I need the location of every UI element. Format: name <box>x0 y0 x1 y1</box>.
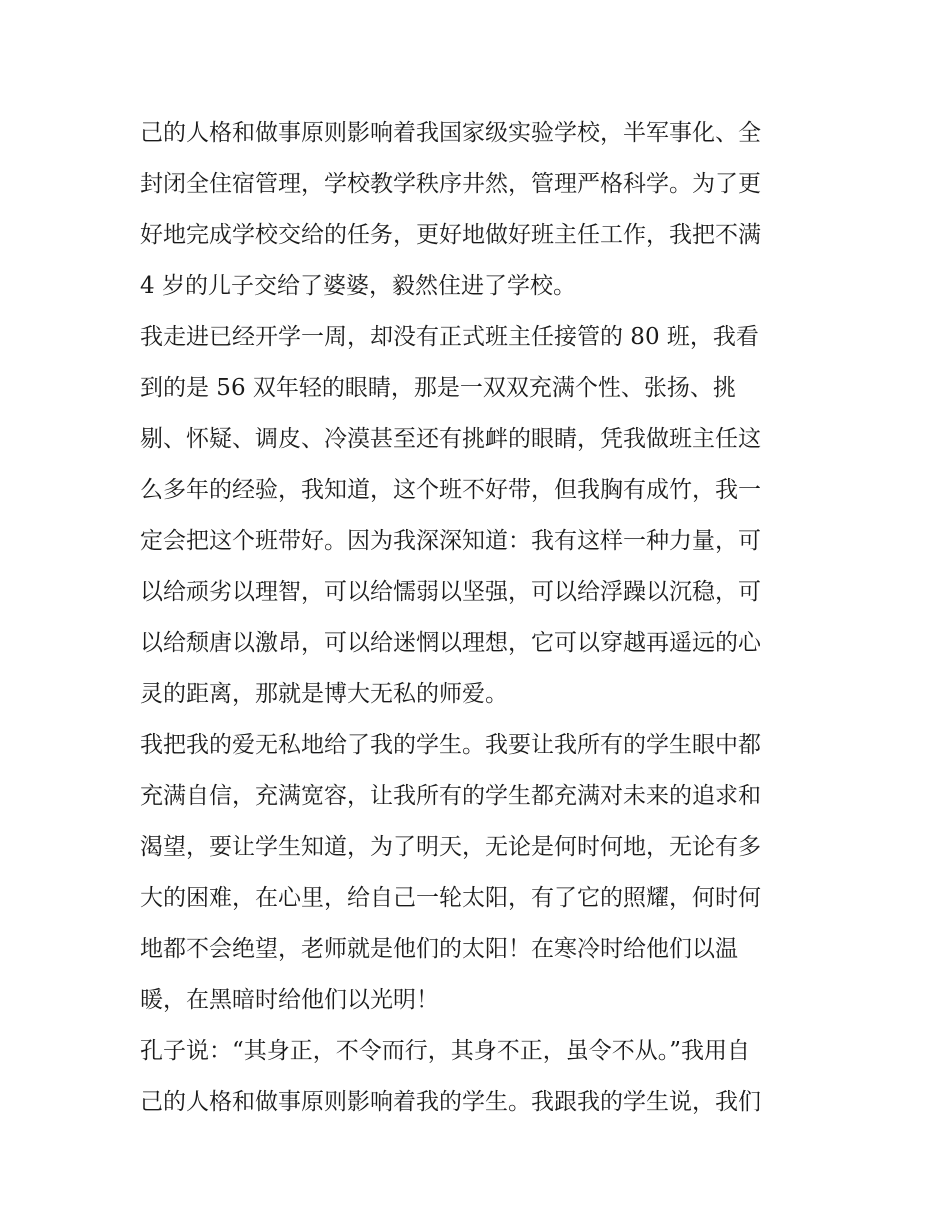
text-line: 暖，在黑暗时给他们以光明！ <box>140 987 439 1013</box>
text-line: 充满自信，充满宽容，让我所有的学生都充满对未来的追求和 <box>140 783 761 809</box>
text-line: 灵的距离，那就是博大无私的师爱。 <box>140 681 508 707</box>
text-line: 孔子说：“其身正，不令而行，其身不正，虽令不从。”我用自 <box>140 1038 751 1064</box>
text-line: 渴望，要让学生知道，为了明天，无论是何时何地，无论有多 <box>140 834 761 860</box>
text-line: 以给顽劣以理智，可以给懦弱以坚强，可以给浮躁以沉稳，可 <box>140 579 761 605</box>
text-line: 地都不会绝望，老师就是他们的太阳！在寒冷时给他们以温 <box>140 936 738 962</box>
text-line: 我走进已经开学一周，却没有正式班主任接管的 80 班，我看 <box>140 324 759 350</box>
body-text <box>140 108 820 1128</box>
text-line: 封闭全住宿管理，学校教学秩序井然，管理严格科学。为了更 <box>140 171 761 197</box>
text-line: 到的是 56 双年轻的眼睛，那是一双双充满个性、张扬、挑 <box>140 375 736 401</box>
text-line: 以给颓唐以激昂，可以给迷惘以理想，它可以穿越再遥远的心 <box>140 630 761 656</box>
text-line: 大的困难，在心里，给自己一轮太阳，有了它的照耀，何时何 <box>140 885 761 911</box>
text-line: 己的人格和做事原则影响着我国家级实验学校，半军事化、全 <box>140 120 761 146</box>
text-line: 我把我的爱无私地给了我的学生。我要让我所有的学生眼中都 <box>140 732 761 758</box>
text-line: 么多年的经验，我知道，这个班不好带，但我胸有成竹，我一 <box>140 477 761 503</box>
text-line: 己的人格和做事原则影响着我的学生。我跟我的学生说，我们 <box>140 1089 761 1115</box>
text-line: 剔、怀疑、调皮、冷漠甚至还有挑衅的眼睛，凭我做班主任这 <box>140 426 761 452</box>
text-line: 好地完成学校交给的任务，更好地做好班主任工作，我把不满 <box>140 222 761 248</box>
text-line: 定会把这个班带好。因为我深深知道：我有这样一种力量，可 <box>140 528 761 554</box>
text-line: 4 岁的儿子交给了婆婆，毅然住进了学校。 <box>140 273 576 299</box>
